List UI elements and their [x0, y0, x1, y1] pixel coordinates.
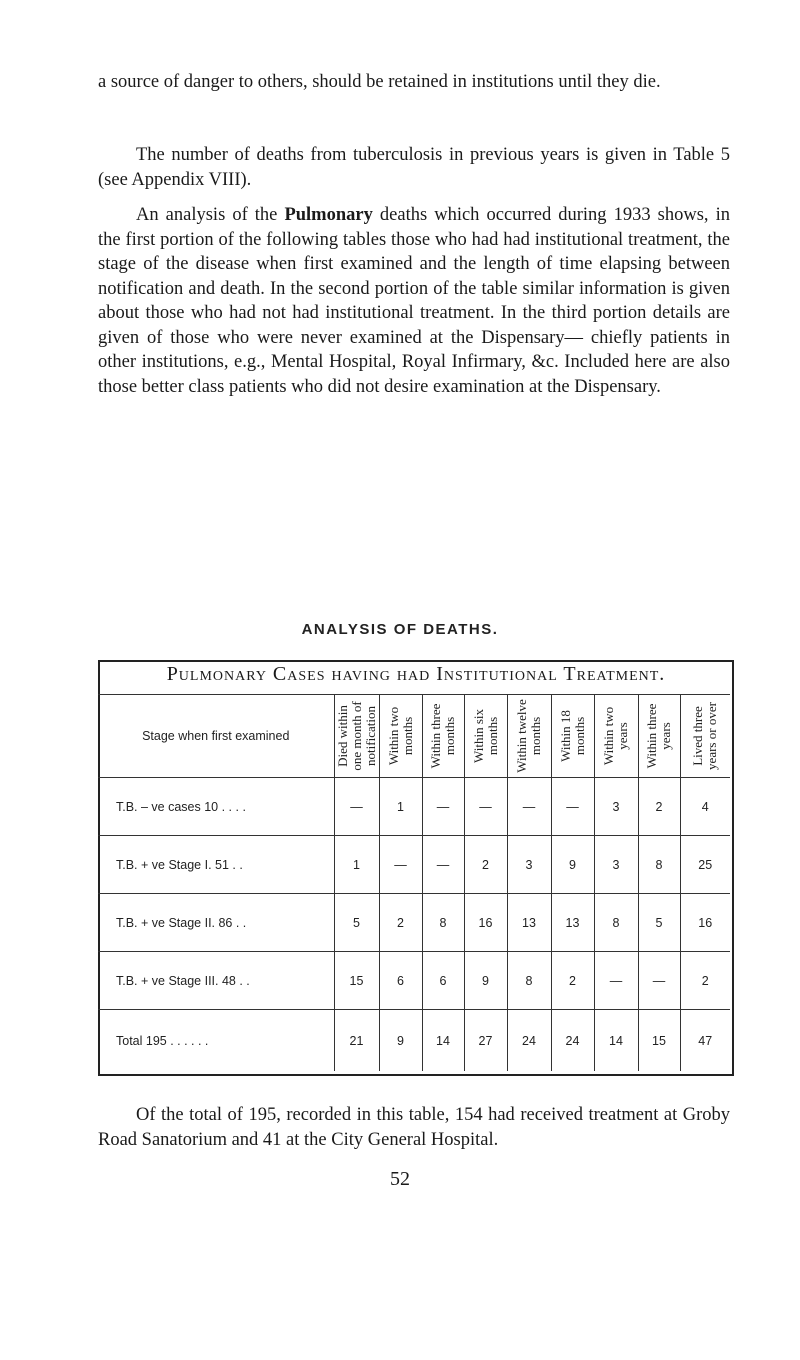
- column-header: [334, 695, 379, 778]
- column-header: [680, 695, 730, 778]
- table-row: [98, 836, 730, 894]
- paragraph-analysis-bold: Pulmonary: [284, 205, 373, 225]
- row-label: T.B. + ve Stage III. 48 . .: [98, 952, 334, 1010]
- table-cell: 8: [507, 952, 551, 1010]
- table-cell: 8: [422, 894, 464, 952]
- table-cell: 13: [507, 894, 551, 952]
- table-cell: 6: [379, 952, 422, 1010]
- paragraph-continuation: a source of danger to others, should be retained in institutions until they die.: [98, 72, 661, 92]
- table-cell: 6: [422, 952, 464, 1010]
- table-cell: 47: [680, 1010, 730, 1072]
- row-label: T.B. + ve Stage I. 51 . .: [98, 836, 334, 894]
- table-header-row: [98, 695, 730, 778]
- table-cell: 24: [551, 1010, 594, 1072]
- column-header: [507, 695, 551, 778]
- stage-column-header: Stage when first examined: [98, 695, 334, 778]
- table-cell: 3: [594, 836, 638, 894]
- table-cell: 9: [379, 1010, 422, 1072]
- table-cell: 13: [551, 894, 594, 952]
- table-cell: 8: [638, 836, 680, 894]
- table-cell: —: [551, 778, 594, 836]
- table-cell: 3: [594, 778, 638, 836]
- table-cell: 9: [464, 952, 507, 1010]
- column-header-label: Within three years: [644, 703, 673, 769]
- table-cell: 1: [334, 836, 379, 894]
- table-cell: 27: [464, 1010, 507, 1072]
- column-header-label: Within six months: [470, 709, 500, 764]
- table-title: Pulmonary Cases having had Institutional Treatment.: [166, 662, 666, 685]
- row-label: T.B. + ve Stage II. 86 . .: [98, 894, 334, 952]
- table-row-total: [98, 1010, 730, 1072]
- table-cell: 16: [680, 894, 730, 952]
- paragraph-table5-reference: The number of deaths from tuberculosis in previous years is given in Table 5 (see Appendix VIII).: [98, 145, 730, 190]
- table-cell: 24: [507, 1010, 551, 1072]
- table-row: [98, 778, 730, 836]
- table-cell: 2: [464, 836, 507, 894]
- paragraph-treatment-summary: Of the total of 195, recorded in this table, 154 had received treatment at Groby Road Sanatorium and 41 at the City General Hospital.: [98, 1105, 730, 1150]
- deaths-table: [98, 694, 730, 1071]
- section-heading: ANALYSIS OF DEATHS.: [301, 621, 499, 638]
- table-cell: 5: [334, 894, 379, 952]
- table-cell: 9: [551, 836, 594, 894]
- column-header: [638, 695, 680, 778]
- table-cell: —: [507, 778, 551, 836]
- row-label: T.B. – ve cases 10 . . . .: [98, 778, 334, 836]
- table-cell: 21: [334, 1010, 379, 1072]
- column-header-label: Within two years: [601, 706, 630, 766]
- column-header: [551, 695, 594, 778]
- table-cell: 3: [507, 836, 551, 894]
- table-cell: 1: [379, 778, 422, 836]
- table-cell: 8: [594, 894, 638, 952]
- column-header: [422, 695, 464, 778]
- table-cell: 15: [638, 1010, 680, 1072]
- table-cell: 15: [334, 952, 379, 1010]
- column-header: [379, 695, 422, 778]
- paragraph-analysis: [98, 203, 730, 399]
- table-cell: 16: [464, 894, 507, 952]
- paragraph-analysis-pre: An analysis of the: [136, 205, 285, 225]
- table-cell: —: [422, 778, 464, 836]
- column-header-label: Within three months: [428, 703, 457, 769]
- table-cell: —: [594, 952, 638, 1010]
- table-cell: 2: [551, 952, 594, 1010]
- column-header-label: Within two months: [385, 706, 415, 766]
- table-cell: —: [464, 778, 507, 836]
- column-header-label: Lived three years or over: [690, 702, 720, 770]
- table-cell: 25: [680, 836, 730, 894]
- table-row: [98, 952, 730, 1010]
- table-cell: 5: [638, 894, 680, 952]
- paragraph-analysis-post: deaths which occurred during 1933 shows, in the first portion of the following tables those who had had institutional treatment, the stage of the disease when first examined and the length of time elapsing between notification and death. In the second portion of the table similar information is given about those who had not had institutional treatment. In the third portion details are given of those who were never examined at the Dispensary— chiefly patients in other institutions, e.g., Mental Hospital, Royal Infirmary, &c. Included here are also those better class patients who did not desire examination at the Dispensary.: [98, 205, 730, 397]
- column-header: [464, 695, 507, 778]
- table-cell: 4: [680, 778, 730, 836]
- table-cell: 14: [594, 1010, 638, 1072]
- table-cell: —: [334, 778, 379, 836]
- table-cell: 2: [638, 778, 680, 836]
- column-header-label: Within 18 months: [557, 710, 587, 762]
- table-cell: 2: [379, 894, 422, 952]
- row-label: Total 195 . . . . . .: [116, 1033, 209, 1048]
- table-cell: —: [422, 836, 464, 894]
- table-cell: —: [379, 836, 422, 894]
- page-number: 52: [390, 1168, 410, 1190]
- column-header: [594, 695, 638, 778]
- table-cell: 2: [680, 952, 730, 1010]
- table-cell: 14: [422, 1010, 464, 1072]
- table-cell: —: [638, 952, 680, 1010]
- table-row: [98, 894, 730, 952]
- column-header-label: Within twelve months: [514, 699, 543, 773]
- column-header-label: Died within one month of notification: [334, 701, 378, 771]
